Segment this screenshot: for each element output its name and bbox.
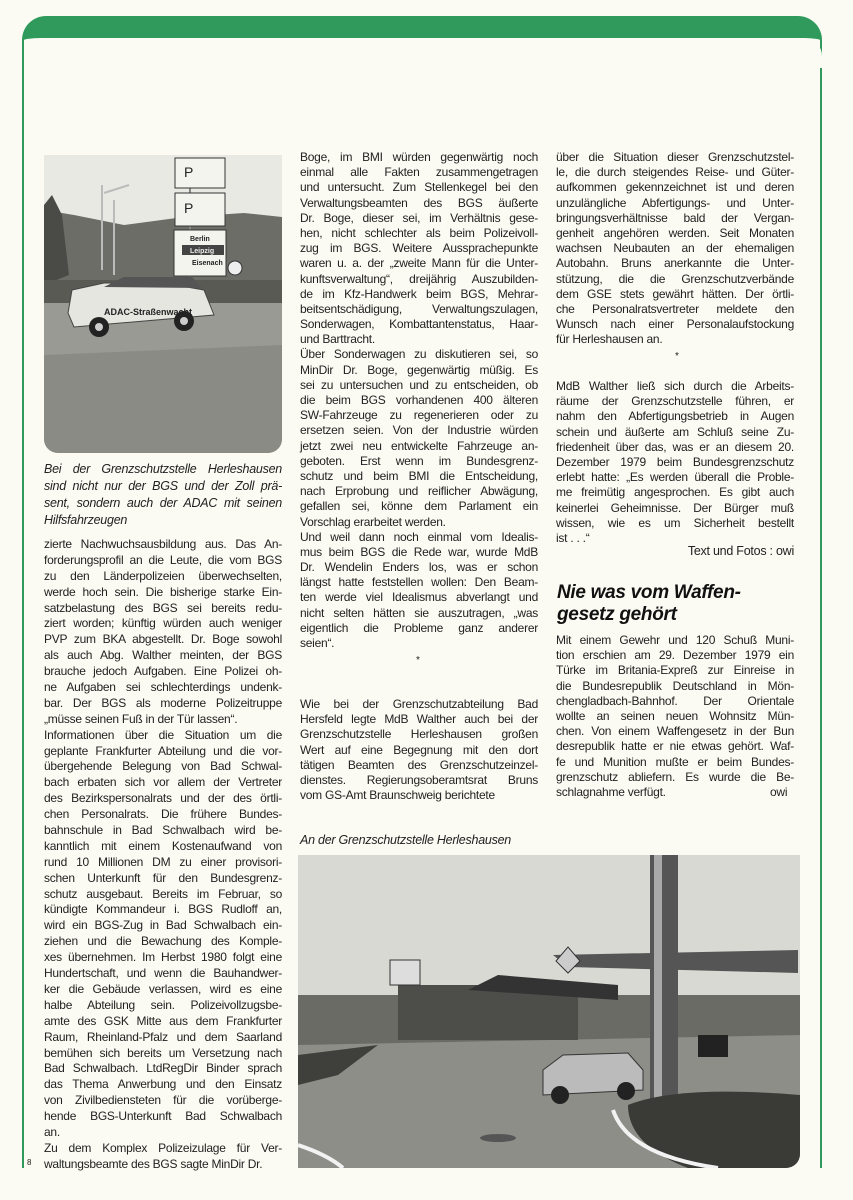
text-line: xes übernehmen. Im Herbst 1980 folgt eine	[44, 950, 282, 965]
text-line: halbe Abteilung sein. Polizeivollzugsbe-	[44, 997, 282, 1012]
text-line: Bei der Grenzschutzstelle Herleshausen	[44, 462, 282, 476]
paragraph	[300, 697, 538, 803]
text-line: erlebt hatte: „Es werden überall die Proble-	[556, 470, 794, 485]
text-line: desrepublik hatte er nie etwas gehört. Waf-	[556, 739, 794, 754]
text-line: genheit angehören werden. Seit Monaten	[556, 225, 794, 240]
sign-leipzig: Leipzig	[190, 248, 215, 255]
text-line: schutz und beim BMI die Entscheidung,	[300, 468, 538, 483]
car-label-adac: ADAC-Straßenwacht	[104, 307, 193, 317]
text-line: Wunsch nach einer Personalaufstockung	[556, 317, 794, 332]
text-line: ersetzen seien. Von der Industrie würden	[300, 423, 538, 438]
text-line: MdB Walther ließ sich durch die Arbeits-	[556, 379, 794, 393]
text-line: und untersucht. Zum Stellenkegel bei den	[300, 180, 538, 195]
text-line: bahnschule in Bad Schwalbach wird be-	[44, 823, 282, 838]
column-3-text	[556, 150, 794, 347]
text-line: beitsentschädigung, Verwaltungszulagen,	[300, 301, 538, 316]
text-line: Dezember 1979 beim Bundesgrenzschutz	[556, 454, 794, 469]
text-line: Hersfeld legte MdB Walther auch bei der	[300, 712, 538, 727]
text-line: über die Situation dieser Grenzschutzstel-	[556, 150, 794, 164]
text-line: tätigen Beamten des Grenzschutzeinzel-	[300, 757, 538, 772]
text-line: mus beim BGS die Rede war, wurde MdB	[300, 544, 538, 559]
text-line: grenzschutz abliefern. Es wurde die Be-	[556, 769, 794, 784]
text-line: Türke im Britania-Expreß zur Einreise in	[556, 663, 794, 678]
text-line: Dr. Wendelin Enders los, was er schon	[300, 560, 538, 575]
paragraph	[44, 461, 282, 529]
text-line: kündigte Kommandeur i. BGS Rudloff an,	[44, 902, 282, 917]
text-line: sind nicht nur der BGS und der Zoll prä-	[44, 479, 282, 493]
text-line: le, die durch steigendes Reise- und Güter-	[556, 165, 794, 180]
text-line: Verwaltungsbeamten des BGS äußerte	[300, 195, 538, 210]
article-headline	[557, 582, 741, 626]
text-line: brauche jedoch Aufgaben. Eine Polizei oh-	[44, 664, 282, 679]
text-line: ziert worden; künftig würden auch weniger	[44, 616, 282, 631]
text-line: bach erbaten sich vor allem der Vertreter	[44, 775, 282, 790]
text-line: schen Unterkunft für den Bundesgrenz-	[44, 870, 282, 885]
article-body-weapons	[556, 633, 794, 800]
headline-line: Nie was vom Waffen-	[557, 582, 741, 603]
text-line: schein und äußerte am Schluß seine Zu-	[556, 424, 794, 439]
text-line: dem GSE stets gewährt hätten. Der örtli-	[556, 286, 794, 301]
paragraph	[44, 537, 282, 728]
text-line: einmal alle Fakten zusammengetragen	[300, 165, 538, 180]
photo-adac-car-at-border	[44, 155, 282, 453]
text-line: waltungsbeamte des BGS sagte MinDir Dr.	[44, 1156, 263, 1171]
text-line: seien“.	[300, 636, 335, 650]
text-line: übergehende Belegung von Bad Schwal-	[44, 759, 282, 774]
text-line: friedenheit über das, was er an diesem 20.	[556, 439, 794, 454]
text-line: geboten. Erst wenn im Bundesgrenz-	[300, 453, 538, 468]
text-line: che Personalratsvertreter meldete den	[556, 301, 794, 316]
text-line: Grenzschutzstelle Herleshausen großen	[300, 727, 538, 742]
text-line: aufkommen gekennzeichnet ist und deren	[556, 180, 794, 195]
frame-inner-edge	[24, 38, 822, 68]
text-line: wollte an seinen neuen Wohnsitz Mün-	[556, 708, 794, 723]
paragraph	[44, 1141, 282, 1173]
text-line: dienstes. Regierungsoberamtsrat Bruns	[300, 772, 538, 787]
text-line: Wert auf eine Begegnung mit den dort	[300, 742, 538, 757]
text-line: Zu dem Komplex Polizeizulage für Ver-	[44, 1140, 282, 1155]
paragraph	[556, 150, 794, 347]
author-credit: Text und Fotos : owi	[687, 544, 794, 558]
text-line: ne Aufgaben sei schlechterdings undenk-	[44, 680, 282, 695]
text-line: vom GS-Amt Braunschweig berichtete	[300, 788, 495, 803]
text-line: an.	[44, 1124, 60, 1139]
photo-border-checkpoint	[298, 855, 800, 1168]
paragraph	[300, 347, 538, 529]
text-line: Über Sonderwagen zu diskutieren sei, so	[300, 347, 538, 362]
text-line: Wie bei der Grenzschutzabteilung Bad	[300, 697, 538, 711]
text-line: schlagnahme verfügt.	[556, 784, 666, 799]
text-line: Informationen über die Situation um die	[44, 727, 282, 742]
text-line: SW-Fahrzeuge zu regenerieren oder zu	[300, 408, 538, 423]
text-line: längst hatte feststellen wollen: Den Beam-	[300, 575, 538, 590]
article-signature: owi	[770, 785, 788, 799]
section-separator-star: *	[416, 655, 420, 666]
text-line: fe und Munition mußte er beim Bundes-	[556, 754, 794, 769]
text-line: PVP zum BKA abgestellt. Dr. Boge sowohl	[44, 632, 282, 647]
text-line: „müsse seinen Fuß in der Tür lassen“.	[44, 711, 238, 726]
text-line: Boge, im BMI würden gegenwärtig noch	[300, 150, 538, 164]
text-line: stützung, die die Grenzschutzverbände	[556, 271, 794, 286]
text-line: chen. Von einem Waffengesetz in der Bun	[556, 724, 794, 739]
text-line: räume der Grenzschutzstelle führen, er	[556, 394, 794, 409]
sign-parking-2: P	[184, 200, 194, 216]
text-line: die beim BGS vorhandenen 400 älteren	[300, 393, 538, 407]
text-line: ziehen und die Bewachung des Komple-	[44, 934, 282, 949]
photo1-caption	[44, 461, 282, 529]
text-line: bar. Der BGS als moderne Polizeitruppe	[44, 695, 282, 710]
text-line: für Herleshausen an.	[556, 332, 663, 347]
text-line: sei zu untersuchen und zu entscheiden, ob	[300, 377, 538, 392]
text-line: das Thema Anwerbung und den Einsatz	[44, 1077, 282, 1092]
text-line: zierte Nachwuchsausbildung aus. Das An-	[44, 537, 282, 551]
text-line: geplante Frankfurter Abteilung und die vor-	[44, 743, 282, 758]
text-line: chen Personalrats. Die frühere Bundes-	[44, 807, 282, 822]
paragraph	[300, 150, 538, 347]
text-line: hende BGS-Unterkunft Bad Schwalbach	[44, 1109, 282, 1124]
text-line: Vorschlag erarbeitet werden.	[300, 514, 446, 529]
text-line: tion erschien am 29. Dezember 1979 ein	[556, 648, 794, 663]
text-line: hen, nicht schlechter als beim Polizeivoll-	[300, 225, 538, 240]
text-line: nahm den Abfertigungsbetrieb in Augen	[556, 409, 794, 424]
photo2-caption: An der Grenzschutzstelle Herleshausen	[300, 833, 512, 847]
text-line: wissen, wie es um Sicherheit bestellt	[556, 515, 794, 530]
page-number: 8	[27, 1158, 32, 1167]
text-line: und Barttracht.	[300, 332, 375, 347]
text-line: forderungsprofil an die Leute, die vom BGS	[44, 552, 282, 567]
text-line: Mit einem Gewehr und 120 Schuß Muni-	[556, 633, 794, 647]
text-line: keinerlei Geheimnisse. Der Bürger muß	[556, 500, 794, 515]
text-line: die Bundesrepublik Deutschland in Mön-	[556, 678, 794, 693]
text-line: kanntlich mit einem Kostenaufwand von	[44, 838, 282, 853]
column-2-text	[300, 150, 538, 651]
text-line: Sonderwagen, Kombattantenstatus, Haar-	[300, 317, 538, 332]
text-line: Autobahn. Bruns anerkannte die Unter-	[556, 256, 794, 271]
text-line: unzulängliche Abfertigungs- und Unter-	[556, 195, 794, 210]
paragraph	[556, 633, 794, 800]
column-2-text-continued	[300, 697, 538, 803]
text-line: wird ein BGS-Zug in Bad Schwalbach ein-	[44, 918, 282, 933]
text-line: amte des GSK Mitte aus dem Frankfurter	[44, 1013, 282, 1028]
text-line: schutz ausgebaut. Bereits im Februar, so	[44, 886, 282, 901]
text-line: werde hoch sein. Die bisherige starke Ein-	[44, 584, 282, 599]
text-line: von Zivilbediensteten für die vorüberge-	[44, 1093, 282, 1108]
text-line: wachsen Neubauten an der ehemaligen	[556, 241, 794, 256]
text-line: nach Erprobung und reiflicher Abwägung,	[300, 484, 538, 499]
text-line: kunftsverwaltung“, dreijährig Auszubilden-	[300, 271, 538, 286]
text-line: jetzt zwei neu entwickelte Fahrzeuge an-	[300, 438, 538, 453]
text-line: Raum, Rheinland-Pfalz und dem Saarland	[44, 1029, 282, 1044]
text-line: Dr. Boge, dieser sei, im Verhältnis gese-	[300, 210, 538, 225]
text-line: bemühen sich bereits um Versetzung nach	[44, 1045, 282, 1060]
text-line: me freimütig angesprochen. Es gibt auch	[556, 485, 794, 500]
text-line: sent, sondern auch der ADAC mit seinen	[44, 496, 282, 510]
sign-eisenach: Eisenach	[192, 260, 223, 267]
column-3-text-continued	[556, 379, 794, 546]
text-line: rund 10 Millionen DM zu einer provisori-	[44, 854, 282, 869]
text-line: als auch Abg. Walther meinten, der BGS	[44, 648, 282, 663]
text-line: Und weil dann noch einmal vom Idealis-	[300, 529, 538, 544]
headline-line: gesetz gehört	[557, 604, 677, 625]
sign-parking-1: P	[184, 164, 194, 180]
paragraph	[556, 379, 794, 546]
text-line: MinDir Dr. Boge, gegenwärtig müßig. Es	[300, 362, 538, 377]
text-line: ker die Gebäude verlassen, wird es eine	[44, 981, 282, 996]
text-line: Hilfsfahrzeugen	[44, 513, 128, 527]
text-line: satzbelastung des BGS sei bereits redu-	[44, 600, 282, 615]
text-line: zu den Länderpolizeien überwechselten,	[44, 568, 282, 583]
text-line: des Bezirkspersonalrats und der des örtli-	[44, 791, 282, 806]
text-line: waren u. a. der „zweite Mann für die Unter-	[300, 256, 538, 271]
text-line: chengladbach-Bahnhof. Der Orientale	[556, 693, 794, 708]
paragraph	[300, 530, 538, 652]
text-line: ist . . .“	[556, 530, 590, 545]
column-1-text	[44, 537, 282, 1173]
sign-berlin: Berlin	[190, 236, 210, 243]
text-line: ten werde viel Idealismus abverlangt und	[300, 590, 538, 605]
section-separator-star-2: *	[675, 351, 679, 362]
text-line: eigentlich die Probleme ganz anderer	[300, 620, 538, 635]
text-line: bringungsverhältnisse bald der Vergan-	[556, 210, 794, 225]
text-line: Bad Schwalbach. LtdRegDir Binder sprach	[44, 1061, 282, 1076]
text-line: de im Kfz-Handwerk beim BGS, Mehrar-	[300, 286, 538, 301]
text-line: Hundertschaft, und wenn die Bauhandwer-	[44, 966, 282, 981]
text-line: zug im BGS. Weitere Aussprachepunkte	[300, 241, 538, 256]
text-line: gefallen sei, könne dem Parlament ein	[300, 499, 538, 514]
paragraph	[44, 728, 282, 1141]
text-line: nicht selten hätten sie auszutragen, „was	[300, 605, 538, 620]
